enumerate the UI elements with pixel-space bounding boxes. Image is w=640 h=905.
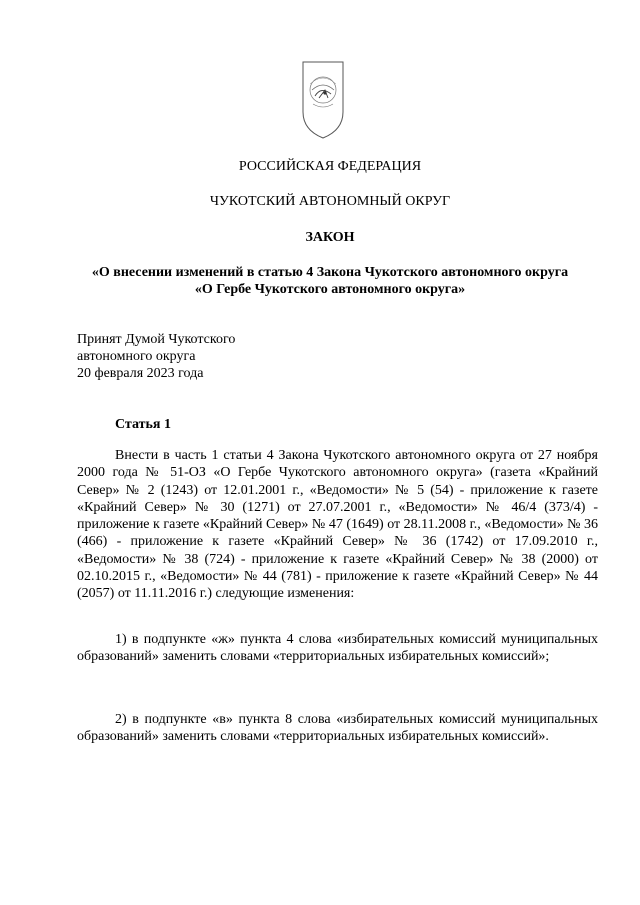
adoption-date: 20 февраля 2023 года [77,366,204,381]
adoption-line-1: Принят Думой Чукотского [77,332,236,347]
region-heading: ЧУКОТСКИЙ АВТОНОМНЫЙ ОКРУГ [209,194,451,209]
article-heading: Статья 1 [115,417,171,432]
article-intro-paragraph: Внести в часть 1 статьи 4 Закона Чукотского автономного округа от 27 ноября 2000 года № 51-ОЗ «О Гербе Чукотского автономного округа» (газета «Крайний Север» № 2 (1243) от 12.01.2001 г., «Ведомости» № 5 (54) - приложение к газете «Крайний Север» № 30 (1271) от 27.07.2001 г., «Ведомости» № 46/4 (373/4) - приложение к газете «Крайний Север» № 47 (1649) от 28.11.2008 г., «Ведомости» № 36 (466) - приложение к газете «Крайний Север» № 36 (1742) от 17.09.2010 г., «Ведомости» № 38 (724) - приложение к газете «Крайний Север» № 38 (2000) от 02.10.2015 г., «Ведомости» № 44 (781) - приложение к газете «Крайний Север» № 44 (2057) от 11.11.2016 г.) следующие изменения: [77,448,598,602]
law-title-line-2: «О Гербе Чукотского автономного округа» [194,282,466,297]
law-title-line-1: «О внесении изменений в статью 4 Закона Чукотского автономного округа [91,265,569,280]
adoption-line-2: автономного округа [77,349,196,364]
law-title [0,264,640,298]
document-type-heading: ЗАКОН [305,230,355,245]
amendment-item-1: 1) в подпункте «ж» пункта 4 слова «избирательных комиссий муниципальных образований» заменить словами «территориальных избирательных комиссий»; [77,632,598,665]
amendment-item-2: 2) в подпункте «в» пункта 8 слова «избирательных комиссий муниципальных образований» заменить словами «территориальных избирательных комиссий». [77,712,598,745]
coat-of-arms-icon [301,60,345,140]
country-heading: РОССИЙСКАЯ ФЕДЕРАЦИЯ [238,159,422,174]
adoption-info [77,331,235,382]
